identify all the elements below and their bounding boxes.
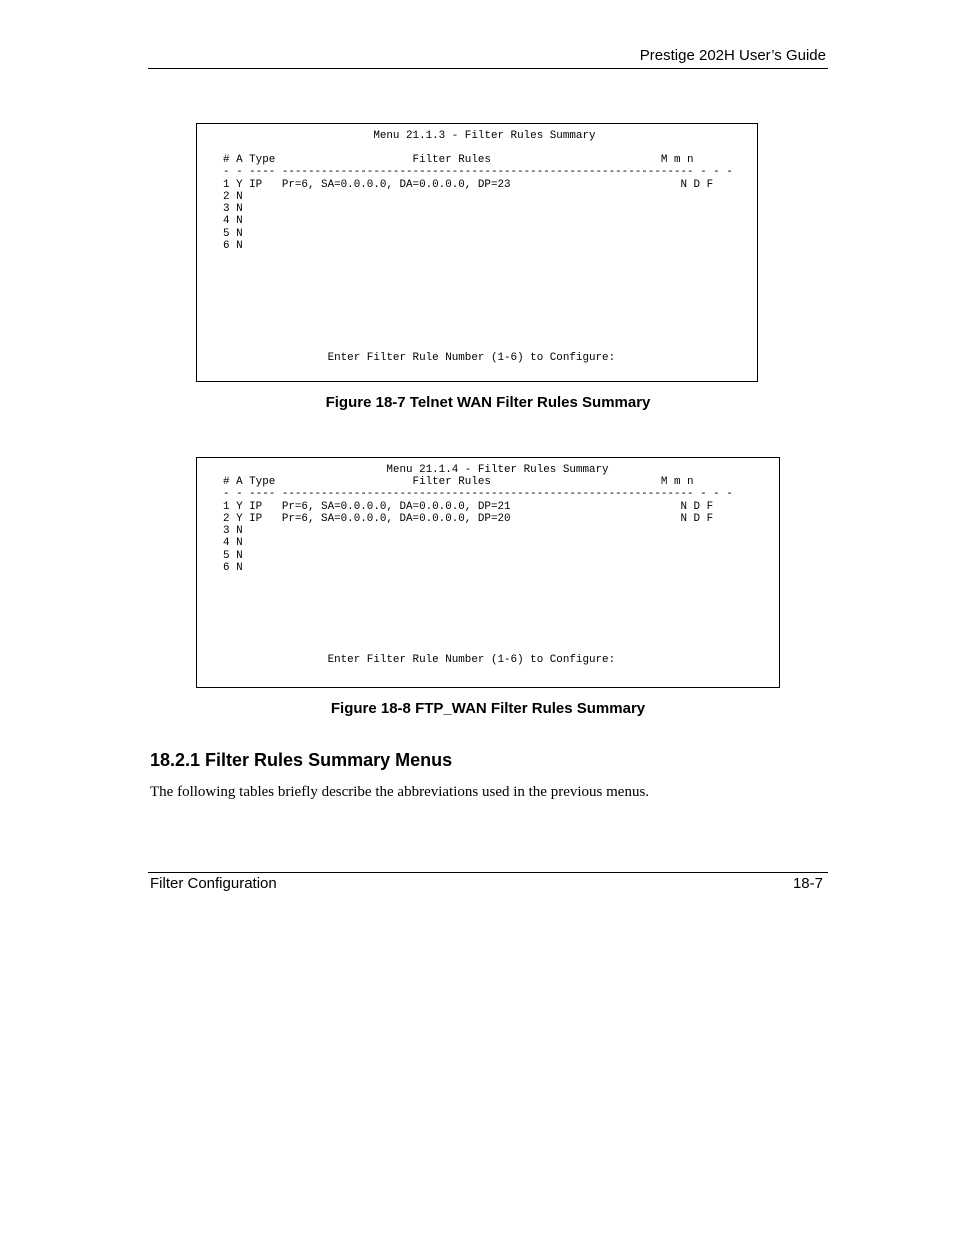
figure-caption: Figure 18-7 Telnet WAN Filter Rules Summary <box>325 394 651 411</box>
section-heading: 18.2.1 Filter Rules Summary Menus <box>150 750 453 770</box>
body-paragraph: The following tables briefly describe the abbreviations used in the previous menus. <box>150 784 650 800</box>
figure-caption: Figure 18-8 FTP_WAN Filter Rules Summary <box>330 700 646 717</box>
footer-chapter-title: Filter Configuration <box>150 875 277 892</box>
filter-rules-table: # A Type Filter Rules M m n - - ---- --------------------------------------------------------------- - - - 1 Y IP Pr=6, SA=0.0.0.0, DA=0.0.0.0, DP=23 N D F 2 N 3 N 4 N 5 N 6 N <box>223 154 733 253</box>
rule-number-prompt: Enter Filter Rule Number (1-6) to Configure: <box>223 352 616 364</box>
telnet-wan-filter-summary-screen <box>196 123 758 382</box>
footer-divider <box>148 872 828 873</box>
filter-rules-table: # A Type Filter Rules M m n - - ---- --------------------------------------------------------------- - - - 1 Y IP Pr=6, SA=0.0.0.0, DA=0.0.0.0, DP=21 N D F 2 Y IP Pr=6, SA=0.0.0.0, DA=0.0.0.0, DP=20 N D F 3 N 4 N 5 N 6 N <box>223 476 733 575</box>
ftp-wan-filter-summary-screen <box>196 457 780 688</box>
rule-number-prompt: Enter Filter Rule Number (1-6) to Configure: <box>223 654 616 666</box>
footer-page-number: 18-7 <box>792 875 823 892</box>
header-divider <box>148 68 828 69</box>
menu-title: Menu 21.1.3 - Filter Rules Summary <box>223 130 596 142</box>
menu-title: Menu 21.1.4 - Filter Rules Summary <box>223 464 609 476</box>
running-header-title: Prestige 202H User’s Guide <box>639 47 826 64</box>
